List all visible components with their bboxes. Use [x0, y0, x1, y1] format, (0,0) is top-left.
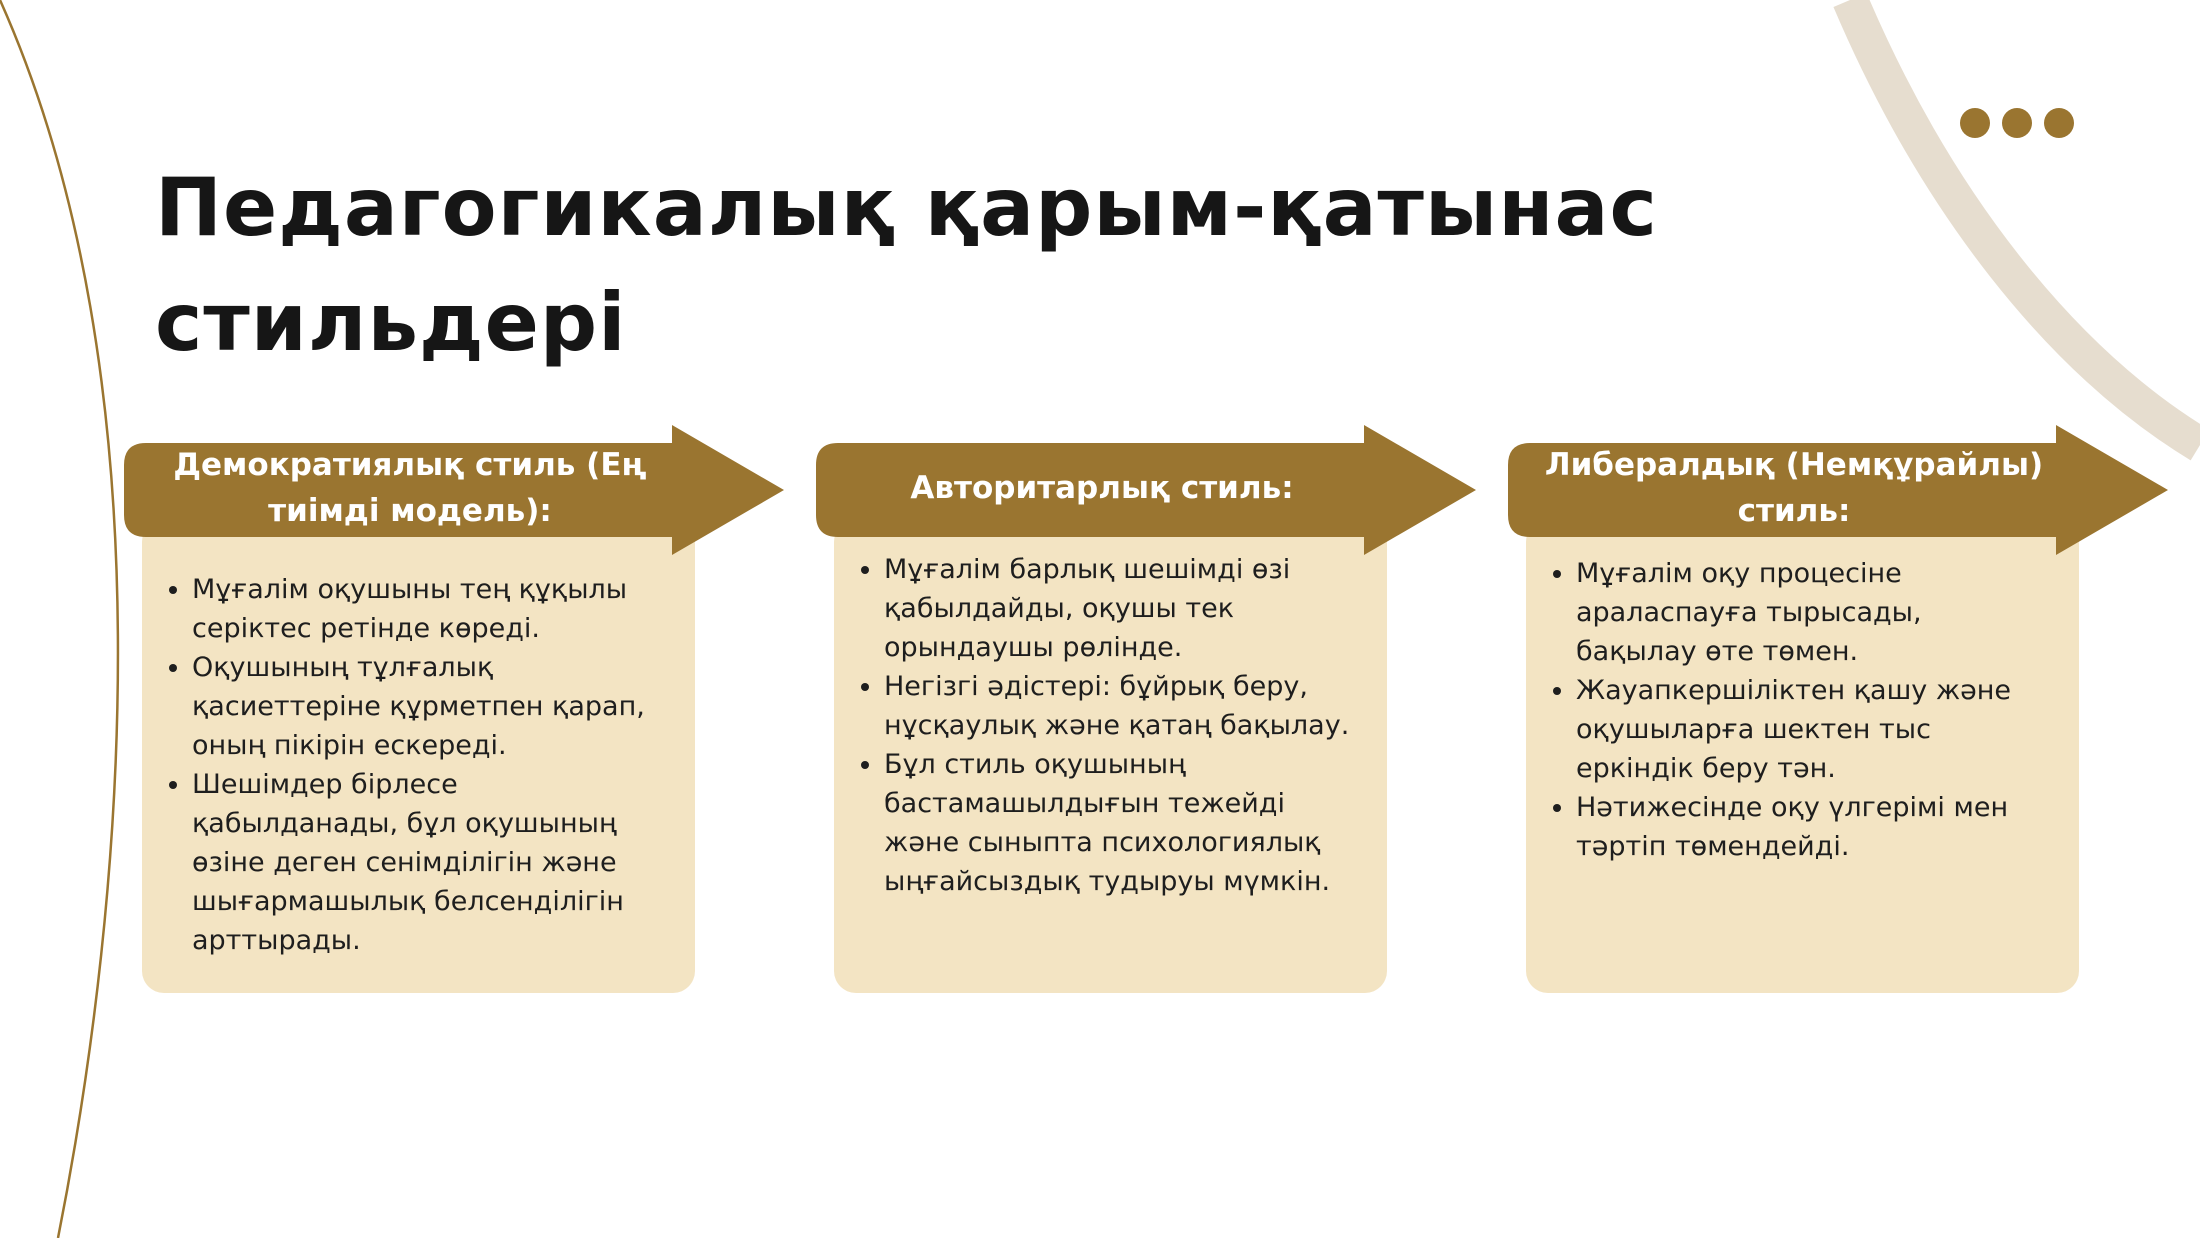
- card-bullets: [834, 520, 1387, 901]
- bullet-item: • Мұғалім оқу процесіне араласпауға тырысады, бақылау өте төмен.: [1576, 554, 2049, 671]
- bullet-item: • Оқушының тұлғалық қасиеттеріне құрметпен қарап, оның пікірін ескереді.: [192, 648, 665, 765]
- style-card-liberal: [1526, 520, 2079, 993]
- bullet-item: • Мұғалім оқушыны тең құқылы серіктес ретінде көреді.: [192, 570, 665, 648]
- style-heading-authoritarian: Авторитарлық стиль:: [910, 470, 1294, 506]
- dot: [2002, 108, 2032, 138]
- bullet-item: • Жауапкершіліктен қашу және оқушыларға шектен тыс еркіндік беру тән.: [1576, 671, 2049, 788]
- style-card-democratic: [142, 520, 695, 993]
- style-heading-liberal: Либералдық (Немқұрайлы) стиль:: [1544, 447, 2044, 529]
- bullet-item: • Шешімдер бірлесе қабылданады, бұл оқушының өзіне деген сенімділігін және шығармашылық белсенділігін арттырады.: [192, 765, 665, 960]
- dot: [1960, 108, 1990, 138]
- page-title: Педагогикалық қарым-қатынас стильдері: [155, 161, 1658, 369]
- style-heading-democratic: Демократиялық стиль (Ең тиімді модель):: [173, 447, 647, 529]
- card-bullets: [1526, 520, 2079, 866]
- ellipsis-icon[interactable]: [1960, 108, 2074, 138]
- dot: [2044, 108, 2074, 138]
- bullet-item: • Бұл стиль оқушының бастамашылдығын тежейді және сыныпта психологиялық ыңғайсыздық тудыруы мүмкін.: [884, 745, 1357, 901]
- bullet-item: • Негізгі әдістері: бұйрық беру, нұсқаулық және қатаң бақылау.: [884, 667, 1357, 745]
- left-thin-arc: [0, 0, 118, 1238]
- bullet-item: • Мұғалім барлық шешімді өзі қабылдайды, оқушы тек орындаушы рөлінде.: [884, 550, 1357, 667]
- top-right-arc: [1850, 0, 2200, 445]
- bullet-item: • Нәтижесінде оқу үлгерімі мен тәртіп төмендейді.: [1576, 788, 2049, 866]
- style-card-authoritarian: [834, 520, 1387, 993]
- card-bullets: [142, 520, 695, 960]
